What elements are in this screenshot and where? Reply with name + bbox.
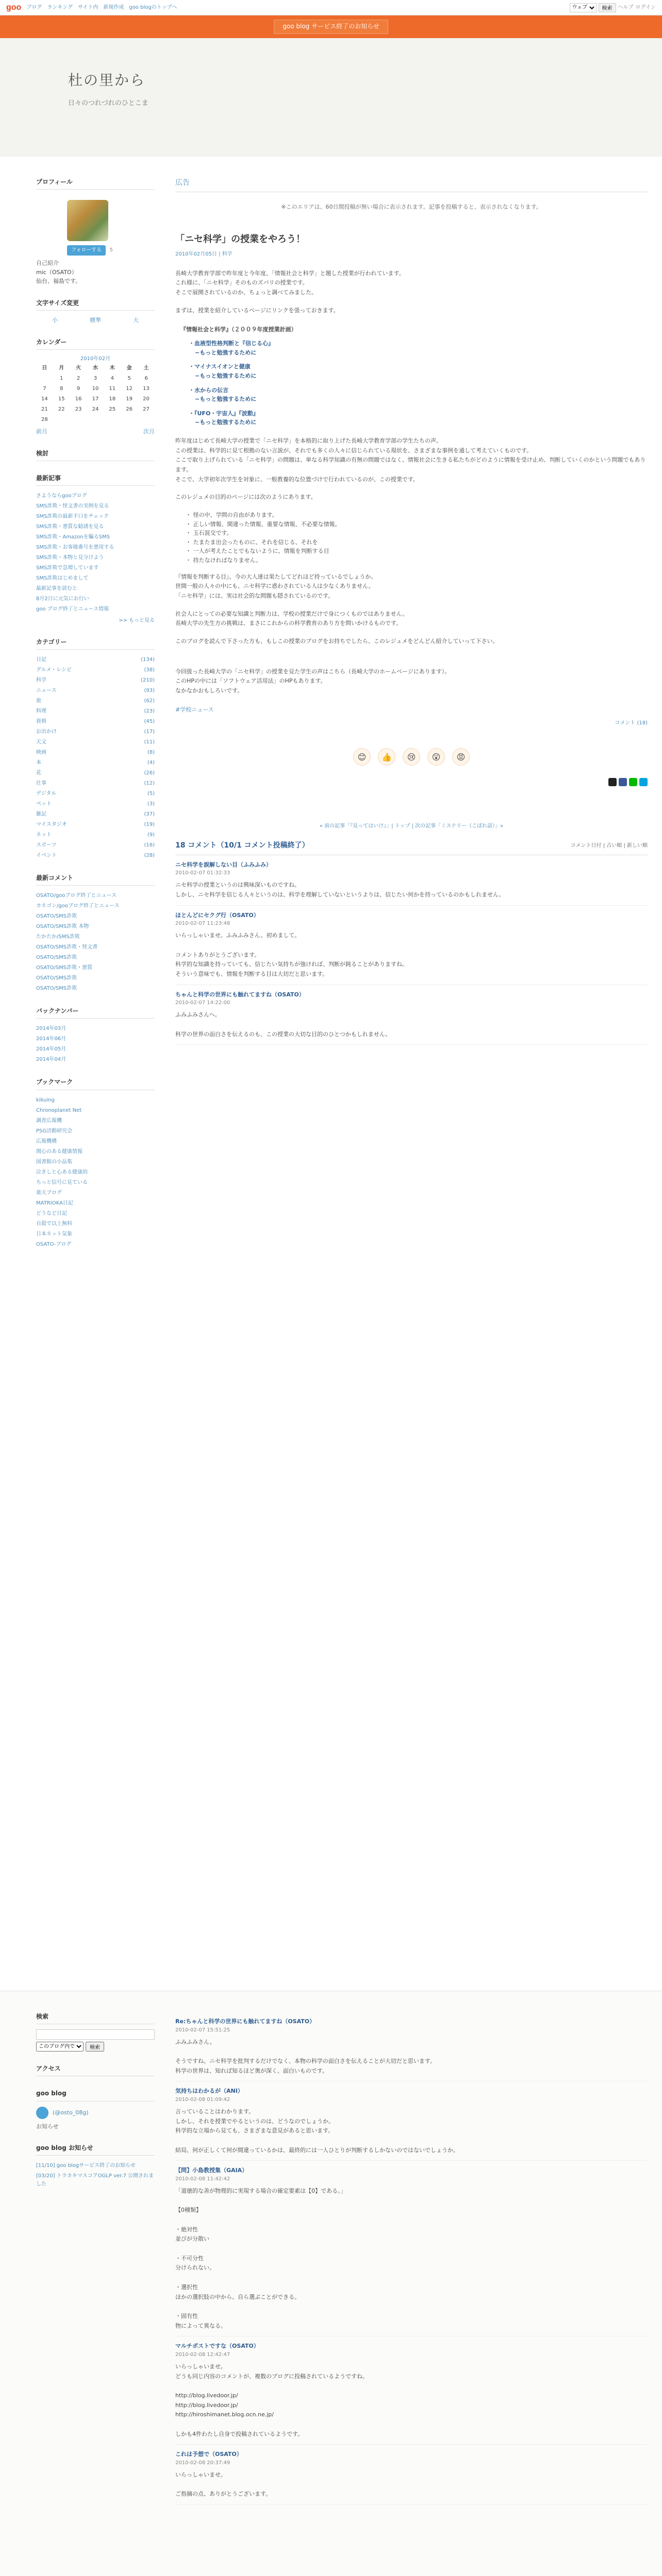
calendar-day[interactable]: 19: [126, 396, 133, 402]
bookmark-item[interactable]: 広報機構: [36, 1138, 57, 1144]
recent-comment-item[interactable]: カネゴン/gooブログ終了とニュース: [36, 903, 120, 909]
calendar-prev-link[interactable]: 前月: [36, 428, 47, 435]
bookmark-item[interactable]: Chronoplanet Net: [36, 1107, 82, 1113]
top-link-ranking[interactable]: ランキング: [47, 4, 73, 10]
category-heading: カテゴリー: [36, 637, 155, 650]
calendar-day[interactable]: 6: [144, 375, 148, 381]
lecture-title: 『情報社会と科学』（２００９年度授業計画）: [180, 326, 297, 333]
category-count: (16): [144, 842, 155, 849]
comment-date: 2010-02-08 11:42:42: [175, 2176, 230, 2182]
category-item[interactable]: [36, 686, 155, 696]
bookmark-item[interactable]: ちっと信号に見ている: [36, 1179, 88, 1185]
category-name[interactable]: スポーツ: [36, 842, 57, 849]
reaction-buttons: [175, 748, 648, 766]
category-name[interactable]: 資格: [36, 719, 46, 725]
recent-item[interactable]: 最新記事を読むと: [36, 585, 77, 591]
facebook-share-icon[interactable]: [619, 778, 627, 786]
calendar-day[interactable]: 15: [58, 396, 65, 402]
category-name[interactable]: 天文: [36, 739, 46, 745]
sidebar-lower: [36, 2012, 155, 2576]
recent-comment-item[interactable]: OSATO/SMS詐欺: [36, 986, 77, 992]
recent-comment-item[interactable]: OSATO/SMS詐欺・怪文書: [36, 944, 98, 951]
post-paragraph: このレジュメの目的のページには次のようにあります。: [175, 494, 317, 501]
comment-date: 2010-02-08 20:37:49: [175, 2460, 230, 2466]
top-link-blog[interactable]: ブログ: [26, 4, 42, 10]
comment-date: 2010-02-07 11:23:48: [175, 921, 230, 927]
bookmark-item[interactable]: 自殺で以上無料: [36, 1221, 72, 1227]
goo-user-icon: [36, 2107, 48, 2119]
calendar-day[interactable]: 3: [93, 375, 97, 381]
category-count: (9): [147, 832, 155, 838]
recent-comment-item[interactable]: OSATO/gooブログ終了とニュース: [36, 893, 117, 899]
comment-item: [175, 2081, 648, 2161]
calendar-day[interactable]: 28: [41, 416, 48, 422]
category-item[interactable]: [36, 830, 155, 840]
category-count: (23): [144, 708, 155, 715]
goo-notice-list: [36, 2161, 155, 2190]
calendar-day[interactable]: 27: [143, 406, 150, 412]
category-count: (134): [141, 657, 155, 663]
recent-item[interactable]: SMS詐欺・悪質な勧誘を見る: [36, 523, 104, 530]
recent-item[interactable]: SMS詐欺・Amazonを騙るSMS: [36, 534, 110, 540]
recent-comment-item[interactable]: OSATO/SMS詐欺: [36, 913, 77, 920]
recent-more-link[interactable]: >> もっと見る: [119, 617, 155, 623]
blog-search-button[interactable]: 検索: [86, 2042, 104, 2052]
comment-body: ふみふみさん。 そうですね。ニセ科学を批判するだけでなく、本物の科学の面白さを伝えることが大切だと思います。 科学の世界は、知れば知るほど奥が深く、面白いものです。: [175, 2038, 436, 2074]
comments-list: [175, 855, 648, 1045]
recent-comment-item[interactable]: OSATO/SMS詐欺・悪質: [36, 965, 93, 971]
main-content: [175, 177, 648, 1991]
fontsize-small[interactable]: 小: [52, 317, 58, 324]
fontsize-options: [36, 316, 155, 325]
access-count-heading: アクセス: [36, 2064, 155, 2076]
calendar-day[interactable]: 11: [109, 385, 116, 392]
comment-item: [175, 2445, 648, 2505]
category-list: [36, 655, 155, 861]
calendar-day: [138, 415, 155, 425]
bookmark-item[interactable]: どうなど日記: [36, 1210, 67, 1216]
reaction-icon[interactable]: 👍: [378, 748, 395, 766]
comment-body: 言っていることはわかります。 しかし、それを授業でやるというのは、どうなのでしょうか。 科学的な立場から見ても、さまざまな意見があると思います。 結局、何が正しくて何が間違っているかは、最終的には一人ひとりが判断するしかないのではないでしょうか。: [175, 2108, 459, 2154]
category-count: (38): [144, 667, 155, 673]
recent-item[interactable]: SMS詐欺はじめまして: [36, 575, 89, 581]
category-name[interactable]: 料理: [36, 708, 46, 715]
calendar-day[interactable]: 24: [92, 406, 99, 412]
goal-bullet: ・ 正しい情報、間違った情報、重要な情報、不必要な情報。: [186, 520, 341, 528]
blog-subtitle: 日々のつれづれのひとこま: [68, 99, 148, 107]
calendar-next-link[interactable]: 次月: [143, 428, 155, 435]
category-item[interactable]: [36, 727, 155, 737]
bookmark-heading: ブックマーク: [36, 1077, 155, 1090]
comment-item: [175, 2012, 648, 2081]
content-band-2: [0, 1991, 662, 2576]
category-item[interactable]: [36, 675, 155, 686]
post-paragraph: 社会人にとっての必要な知識と判断力は、学校の授業だけで身につくものではありません。 長崎大学の先生方の挑戦は、まさにこれからの科学教育のあり方を問いかけるものです。: [175, 610, 408, 627]
category-item[interactable]: [36, 717, 155, 727]
calendar-day[interactable]: 20: [143, 396, 150, 402]
bookmark-item[interactable]: 泣きしと心ある健康的: [36, 1169, 88, 1175]
reaction-icon[interactable]: 😊: [353, 748, 371, 766]
line-share-icon[interactable]: [629, 778, 637, 786]
comment-title[interactable]: マルチポストですな（OSATO）: [175, 2343, 259, 2350]
bookmark-item[interactable]: 日本ネット気象: [36, 1231, 72, 1237]
goal-bullet: ・ 一人が考えたことでもないように、情報を判断する目: [186, 548, 329, 555]
category-item[interactable]: [36, 799, 155, 809]
bookmark-item[interactable]: 調査広報機: [36, 1117, 62, 1124]
category-item[interactable]: [36, 706, 155, 717]
profile-label: 自己紹介: [36, 260, 59, 267]
content-band-1: [0, 157, 662, 1991]
bookmark-item[interactable]: 楽天ブログ: [36, 1190, 62, 1196]
calendar-week: [36, 394, 155, 404]
calendar-heading: カレンダー: [36, 337, 155, 350]
calendar-day[interactable]: 12: [126, 385, 133, 392]
comment-title[interactable]: これは予想で（OSATO）: [175, 2451, 242, 2458]
calendar-week: [36, 404, 155, 415]
category-count: (19): [144, 822, 155, 828]
comment-title[interactable]: 【問】小島教授集（GAIA）: [175, 2167, 248, 2174]
category-name[interactable]: ネット: [36, 832, 52, 838]
help-link[interactable]: ヘルプ: [618, 4, 634, 10]
bookmark-item[interactable]: 図書館の小品集: [36, 1159, 72, 1165]
lecture-more-link[interactable]: −もっと勉強するために: [195, 419, 257, 426]
post-pager[interactable]: « 前の記事「『見ってはいけ』」| トップ | 次の記事「ミステリー（こぼれ話）」»: [319, 823, 504, 829]
category-item[interactable]: [36, 851, 155, 861]
category-item[interactable]: [36, 789, 155, 799]
top-links: [26, 4, 564, 12]
lecture-topic[interactable]: ・マイナスイオンと健康: [189, 363, 251, 370]
calendar-day[interactable]: 5: [127, 375, 131, 381]
share-buttons: [175, 778, 648, 786]
comment-item: [175, 2336, 648, 2445]
recent-item[interactable]: SMS詐欺で急増しています: [36, 565, 99, 571]
lecture-more-link[interactable]: −もっと勉強するために: [195, 372, 257, 379]
category-item[interactable]: [36, 655, 155, 665]
login-link[interactable]: ログイン: [635, 4, 656, 10]
comment-item: [175, 906, 648, 985]
reaction-icon[interactable]: 😲: [427, 748, 445, 766]
category-name[interactable]: 花: [36, 770, 41, 776]
recent-item[interactable]: goo ブログ終了とニュース情報: [36, 606, 109, 612]
goo-notice-item[interactable]: [03/20] トラカキマスコアOGLP ver.7 公開されました: [36, 2173, 154, 2188]
recent-heading: 最新記事: [36, 473, 155, 486]
blog-header: [0, 38, 662, 157]
top-search: [570, 3, 656, 12]
recent-item[interactable]: SMS詐欺・怪文書の実例を見る: [36, 503, 109, 509]
calendar-day[interactable]: 9: [76, 385, 80, 392]
comments-sort[interactable]: コメント日付 | 古い順 | 新しい順: [570, 842, 648, 849]
search-scope-select[interactable]: [570, 3, 597, 12]
goo-note: お知らせ: [36, 2123, 59, 2130]
top-link-new[interactable]: 新規作成: [103, 4, 124, 10]
category-name[interactable]: ニュース: [36, 688, 57, 694]
goal-bullets: [186, 511, 648, 565]
profile-location: 仙台、福島です。: [36, 278, 81, 285]
calendar-weekday: 木: [109, 365, 115, 371]
profile-id: mic（OSATO）: [36, 268, 77, 276]
calendar-day[interactable]: 23: [75, 406, 82, 412]
calendar-weekday: 月: [59, 365, 64, 371]
category-count: (210): [141, 677, 155, 684]
category-item[interactable]: [36, 696, 155, 706]
calendar-day: [87, 415, 104, 425]
calendar-day: [121, 415, 138, 425]
bookmark-item[interactable]: kikuing: [36, 1097, 55, 1103]
category-item[interactable]: [36, 768, 155, 778]
calendar-day: [104, 415, 121, 425]
bookmark-item[interactable]: PSG活動研究会: [36, 1128, 73, 1134]
category-name[interactable]: 旅: [36, 698, 41, 704]
post-paragraph: 昨年度はじめて長崎大学の授業で「ニセ科学」を本格的に取り上げた長崎大学教育学部の学生たちの声。 この授業は、科学的に見て根拠のない言説が、それでも多くの人々に信じられている現状を、さまざまな事例を通して考えていくものです。 ここで取り上げられている「ニセ科学」の問題は、単なる科学知識の有無の問題ではなく、情報社会に生きる私たちがどのように情報を受け止め、判断していくのかという問題でもあります。 そこで、大学初年次学生を対象に、一般教養的な位置づけで行われているのが、この授業です。: [175, 437, 646, 483]
follow-button[interactable]: フォローする: [67, 245, 106, 256]
calendar-week: [36, 415, 155, 425]
goo-card-name[interactable]: (@osto_08g): [53, 2109, 89, 2116]
bookmark-item[interactable]: OSATO-ブログ: [36, 1241, 72, 1247]
calendar-day[interactable]: 26: [126, 406, 133, 412]
category-count: (62): [144, 698, 155, 704]
comment-body: いらっしゃいませ。 ご指摘の点、ありがとうございます。: [175, 2471, 272, 2498]
calendar-day[interactable]: 13: [143, 385, 150, 392]
category-item[interactable]: [36, 758, 155, 768]
post-paragraph: まずは、授業を紹介しているページにリンクを張っておきます。: [175, 307, 339, 314]
comment-title[interactable]: Re:ちゃんと科学の世界にも触れてますね（OSATO）: [175, 2018, 316, 2025]
category-name[interactable]: 本: [36, 760, 41, 766]
comment-item: [175, 855, 648, 906]
goo-heading: goo blog: [36, 2089, 155, 2101]
category-name[interactable]: デジタル: [36, 791, 57, 797]
comment-body: 「道徳的な善が物理的に実現する場合の確定要素は【0】である。」 【0種類】 ・絶対性 並びが分散い ・不可分性 分けられない。 ・選択性 ほかの選択肢の中から、自ら選ぶことができる。 ・固有性 物によって異なる。: [175, 2187, 346, 2329]
calendar-day[interactable]: 18: [109, 396, 116, 402]
lecture-topic[interactable]: ・水からの伝言: [189, 386, 228, 394]
post-paragraph: 今回扱った長崎大学の「ニセ科学」の授業を見た学生の声はこちら（長崎大学のホームページにあります）。 このHPの中には「ソフトウェア活用法」のHPもあります。 なかなかおもしろいです。: [175, 668, 451, 694]
backnumber-list: [36, 1024, 155, 1065]
comment-date: 2010-02-07 01:32:33: [175, 870, 230, 876]
category-count: (37): [144, 811, 155, 818]
recent-item[interactable]: SMS詐欺・本物と見分けよう: [36, 554, 104, 561]
avatar[interactable]: [67, 200, 108, 241]
calendar-weekday: 金: [126, 365, 132, 371]
recent-list: [36, 491, 155, 615]
category-name[interactable]: 日記: [36, 657, 46, 663]
recent-item[interactable]: SMS詐欺の最新手口をチェック: [36, 513, 109, 519]
lecture-more-link[interactable]: −もっと勉強するために: [195, 396, 257, 403]
category-name[interactable]: ペット: [36, 801, 52, 807]
ad-notice: ※このエリアは、60日間投稿が無い場合に表示されます。記事を投稿すると、表示されなくなります。: [281, 204, 542, 211]
category-count: (26): [144, 770, 155, 776]
top-link-goo-top[interactable]: goo blogのトップへ: [129, 4, 177, 10]
category-name[interactable]: 科学: [36, 677, 46, 684]
category-name[interactable]: お出かけ: [36, 729, 57, 735]
calendar-weekday: 火: [76, 365, 81, 371]
recent-comments-heading: 最新コメント: [36, 873, 155, 886]
access-heading: 検討: [36, 449, 155, 461]
category-name[interactable]: グルメ・レシピ: [36, 667, 72, 673]
category-item[interactable]: [36, 820, 155, 830]
calendar-day[interactable]: 25: [109, 406, 116, 412]
calendar-week: [36, 374, 155, 384]
calendar-day[interactable]: 1: [60, 375, 63, 381]
calendar-day[interactable]: 21: [41, 406, 48, 412]
blog-search-scope[interactable]: [36, 2042, 84, 2052]
calendar-day[interactable]: 4: [110, 375, 114, 381]
blog-title[interactable]: 杜の里から: [68, 72, 146, 89]
comment-title[interactable]: ちゃんと科学の世界にも触れてますね（OSATO）: [175, 991, 305, 998]
recent-comment-item[interactable]: OSATO/SMS詐欺: [36, 955, 77, 961]
recent-comment-item[interactable]: OSATO/SMS詐欺: [36, 975, 77, 981]
bookmark-item[interactable]: MATRIOKA日記: [36, 1200, 73, 1206]
hatena-share-icon[interactable]: [639, 778, 648, 786]
fontsize-heading: 文字サイズ変更: [36, 298, 155, 311]
calendar-day[interactable]: 2: [76, 375, 80, 381]
category-count: (4): [147, 760, 155, 766]
comment-body: ふみふみさんへ。 科学の世界の面白さを伝えるのも、この授業の大切な目的のひとつかもしれません。: [175, 1011, 391, 1038]
search-heading: 検索: [36, 2012, 155, 2024]
post-title[interactable]: 「ニセ科学」の授業をやろう！: [175, 233, 305, 245]
category-count: (8): [147, 750, 155, 756]
category-count: (93): [144, 688, 155, 694]
comments-count-link[interactable]: コメント (18): [615, 720, 648, 726]
category-item[interactable]: [36, 748, 155, 758]
recent-comment-item[interactable]: OSATO/SMS詐欺 本物: [36, 924, 89, 930]
service-notice-bar: [0, 15, 662, 38]
category-count: (11): [144, 739, 155, 745]
search-button[interactable]: 検索: [599, 3, 616, 12]
backnumber-item[interactable]: 2014年04月: [36, 1057, 67, 1063]
category-count: (17): [144, 729, 155, 735]
comment-body: いらっしゃいませ。 どうも同じ内容のコメントが、複数のブログに投稿されているようですね。 http://blog.livedoor.jp/ http://blog.livedoor.jp/ http://hiroshimanet.blog.ocn.ne.jp/ しかも4件わたし自身で投稿されているようです。: [175, 2363, 368, 2437]
post-tag[interactable]: #学校ニュース: [175, 706, 214, 713]
comment-title[interactable]: 気持ちはわかるが（ANI）: [175, 2088, 243, 2095]
lecture-more-link[interactable]: −もっと勉強するために: [195, 349, 257, 356]
calendar-weekday: 水: [92, 365, 98, 371]
comment-date: 2010-02-08 12:42:47: [175, 2351, 230, 2358]
category-count: (5): [147, 791, 155, 797]
lecture-outline: [180, 325, 648, 427]
recent-comment-item[interactable]: たかたか/SMS詐欺: [36, 934, 80, 940]
goo-notice-heading: goo blog お知らせ: [36, 2143, 155, 2156]
comment-item: [175, 985, 648, 1045]
backnumber-heading: バックナンバー: [36, 1006, 155, 1019]
calendar-day[interactable]: 16: [75, 396, 82, 402]
reaction-icon[interactable]: 😡: [452, 748, 470, 766]
calendar-day[interactable]: 7: [43, 385, 46, 392]
category-count: (28): [144, 853, 155, 859]
category-name[interactable]: マイスタジオ: [36, 822, 67, 828]
fontsize-large[interactable]: 大: [133, 317, 139, 324]
category-name[interactable]: イベント: [36, 853, 57, 859]
category-name[interactable]: 雑記: [36, 811, 46, 818]
recent-comments-list: [36, 891, 155, 994]
post-paragraph: 長崎大学教育学部で昨年度と今年度、「情報社会と科学」と題した授業が行われています。 これ様に、「ニセ科学」そのものズバリの授業です。 そこで展開されているのか、ちょっと調べてみました。: [175, 269, 405, 296]
comment-title[interactable]: ほとんどにセクグ行（OSATO）: [175, 911, 259, 919]
ad-heading: 広告: [175, 177, 648, 192]
backnumber-item[interactable]: 2014年05月: [36, 1046, 67, 1053]
comment-title[interactable]: ニセ科学を誤解しない目（ふみふみ）: [175, 861, 272, 868]
comments-title: 18 コメント（10/1 コメント投稿終了）: [175, 841, 309, 850]
calendar-day[interactable]: 8: [60, 385, 63, 392]
comment-body: ニセ科学の授業というのは興味深いものですね。 しかし、ニセ科学を信じる人々というのは、科学を理解していないというよりは、信じたい何かを持っているのかもしれません。: [175, 882, 505, 899]
recent-item[interactable]: さようならgooブログ: [36, 493, 87, 499]
comment-item: [175, 2161, 648, 2336]
top-link-site[interactable]: サイト内: [78, 4, 98, 10]
lecture-topic[interactable]: ・血液型性格判断と『信じる心』: [189, 340, 274, 347]
sidebar: [36, 177, 155, 1991]
service-notice-link[interactable]: goo blog サービス終了のお知らせ: [274, 20, 388, 33]
calendar-day[interactable]: 17: [92, 396, 99, 402]
goal-bullet: ・ 持たなければなりません。: [186, 556, 262, 564]
bookmark-list: [36, 1095, 155, 1250]
category-name[interactable]: 仕事: [36, 781, 46, 787]
calendar-weekday: 土: [143, 365, 149, 371]
calendar-day: [70, 415, 87, 425]
top-bar: [0, 0, 662, 15]
reaction-icon[interactable]: 😢: [403, 748, 420, 766]
goo-notice-item[interactable]: [11/10] goo blogサービス終了のお知らせ: [36, 2163, 136, 2169]
follow-count: 5: [109, 247, 113, 253]
goo-logo[interactable]: goo: [6, 3, 22, 12]
category-item[interactable]: [36, 737, 155, 748]
calendar-day[interactable]: 10: [92, 385, 99, 392]
comments-header: [175, 840, 648, 855]
category-item[interactable]: [36, 778, 155, 789]
post-meta[interactable]: 2010年02月05日 | 科学: [175, 251, 233, 257]
calendar-day: [36, 374, 53, 384]
goal-bullet: ・ 玉石混交です。: [186, 530, 233, 537]
comment-body: いらっしゃいませ。ふみふみさん。初めまして。 コメントありがとうございます。 科学的な知識を持っていても、信じたい気持ちが強ければ、判断が鈍ることがありますね。 そういう意味でも、情報を判断する目は大切だと思います。: [175, 932, 408, 978]
calendar: [36, 355, 155, 425]
post-paragraph: このブログを読んで下さった方も、もしこの授業のブログをお持ちでしたら、このレジュメをどんどん紹介していって下さい。: [175, 638, 499, 645]
fontsize-normal[interactable]: 標準: [90, 317, 101, 324]
post-paragraph: 『情報を判断する目』、今の大人達は果たしてどれほど持っているでしょうか。 世間一般の人々の中にも、ニセ科学に惑わされている人は少なくありません。 「ニセ科学」には、実は社会的な問題も隠されているのです。: [175, 573, 377, 599]
x-share-icon[interactable]: [608, 778, 617, 786]
calendar-day[interactable]: 22: [58, 406, 65, 412]
calendar-day[interactable]: 14: [41, 396, 48, 402]
category-item[interactable]: [36, 809, 155, 820]
blog-search-input[interactable]: [36, 2029, 155, 2040]
lecture-topic[interactable]: ・『UFO・宇宙人』『波動』: [189, 410, 259, 417]
goal-bullet: ・ 怪の中、学問の自由があります。: [186, 512, 278, 518]
comment-date: 2010-02-07 15:51:25: [175, 2027, 230, 2033]
backnumber-item[interactable]: 2014年03月: [36, 1026, 67, 1032]
category-count: (12): [144, 781, 155, 787]
backnumber-item[interactable]: 2014年06月: [36, 1036, 67, 1042]
goo-card[interactable]: [36, 2107, 155, 2119]
recent-item[interactable]: SMS詐欺・お客様番号を悪用する: [36, 544, 114, 550]
comments-list-continued: [175, 2012, 648, 2576]
calendar-weekday: 日: [42, 365, 47, 371]
calendar-caption: 2010年02月: [80, 355, 111, 362]
category-item[interactable]: [36, 665, 155, 675]
bookmark-item[interactable]: 関心のある健康情報: [36, 1148, 82, 1155]
calendar-week: [36, 384, 155, 394]
recent-item[interactable]: 8月2日に元気にお行い: [36, 596, 89, 602]
category-count: (45): [144, 719, 155, 725]
category-count: (3): [147, 801, 155, 807]
profile-heading: プロフィール: [36, 177, 155, 190]
comment-date: 2010-02-08 01:09:42: [175, 2096, 230, 2103]
category-item[interactable]: [36, 840, 155, 851]
goal-bullet: ・ たまたま出会ったものに、それを信じる、それを: [186, 538, 318, 546]
calendar-day: [53, 415, 70, 425]
comment-date: 2010-02-07 14:22:00: [175, 1000, 230, 1006]
category-name[interactable]: 映画: [36, 750, 46, 756]
